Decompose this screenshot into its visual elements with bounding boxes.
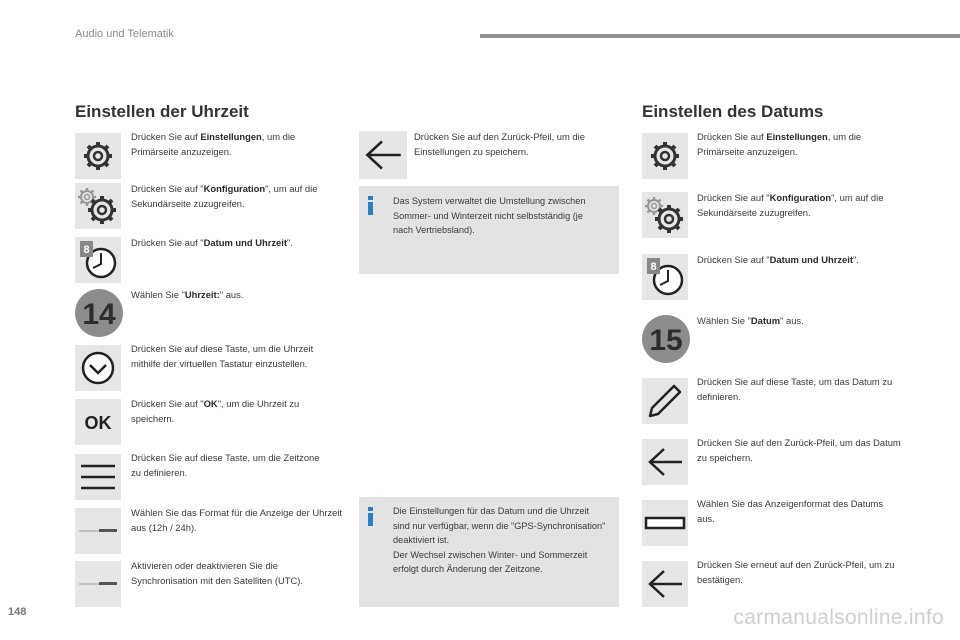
clock-icon	[75, 237, 121, 283]
list-icon	[75, 454, 121, 500]
step-settings-text: Drücken Sie auf Einstellungen, um die Primärseite anzuzeigen.	[131, 131, 296, 157]
back-arrow-confirm-button[interactable]	[642, 561, 688, 607]
ok-icon	[75, 399, 121, 445]
double-gear-icon	[642, 192, 688, 238]
toggle-icon	[75, 508, 121, 554]
clock-badge-number: 8	[650, 261, 657, 273]
clock-icon	[642, 254, 688, 300]
header-title: Audio und Telematik	[75, 28, 174, 40]
date-format-button[interactable]	[642, 500, 688, 546]
step-keyboard-text: Drücken Sie auf diese Taste, um die Uhrzeit mithilfe der virtuellen Tastatur einzustellen.	[131, 343, 314, 369]
date-step-date-time-text: Drücken Sie auf "Datum und Uhrzeit".	[697, 254, 859, 265]
step-time-format-text: Wählen Sie das Format für die Anzeige der Uhrzeit aus (12h / 24h).	[131, 507, 343, 533]
step-time-select-text: Wählen Sie "Uhrzeit:" aus.	[131, 289, 244, 300]
info-timezone-line: Der Wechsel zwischen Winter- und Sommerzeit erfolgt durch Änderung der Zeitzone.	[393, 549, 588, 574]
back-arrow-icon	[359, 131, 407, 179]
header-bar	[480, 34, 960, 38]
gear-icon	[642, 133, 688, 179]
date-step-settings-text: Drücken Sie auf Einstellungen, um die Primärseite anzuzeigen.	[697, 131, 862, 157]
page-number: 148	[8, 606, 27, 618]
chevron-circle-icon	[75, 345, 121, 391]
double-gear-icon	[75, 183, 121, 229]
info-icon	[367, 196, 375, 216]
rectangle-icon	[642, 500, 688, 546]
settings-button[interactable]	[75, 133, 121, 179]
pencil-icon	[642, 378, 688, 424]
date-step-configuration-text: Drücken Sie auf "Konfiguration", um auf die Sekundärseite zuzugreifen.	[697, 192, 884, 218]
configuration-button[interactable]	[642, 192, 688, 238]
time-format-toggle[interactable]	[75, 508, 121, 554]
section-title-time: Einstellen der Uhrzeit	[75, 102, 249, 121]
settings-button[interactable]	[642, 133, 688, 179]
toggle-icon	[75, 561, 121, 607]
satellite-sync-toggle[interactable]	[75, 561, 121, 607]
step-14-number: 14	[82, 298, 116, 331]
back-arrow-button[interactable]	[642, 439, 688, 485]
gear-icon	[75, 133, 121, 179]
date-time-button[interactable]	[642, 254, 688, 300]
info-icon	[367, 507, 375, 527]
step-satellite-sync-text: Aktivieren oder deaktivieren Sie die Synchronisation mit den Satelliten (UTC).	[131, 560, 303, 586]
watermark: carmanualsonline.info	[733, 606, 944, 629]
info-summer-time-text: Das System verwaltet die Umstellung zwischen Sommer- und Winterzeit nicht selbstständig (je nach Vertriebsland).	[393, 196, 586, 235]
ok-button[interactable]	[75, 399, 121, 445]
ok-label: OK	[84, 413, 112, 433]
define-date-button[interactable]	[642, 378, 688, 424]
date-time-button[interactable]	[75, 237, 121, 283]
info-box-gps-sync	[359, 497, 619, 607]
clock-badge-number: 8	[83, 244, 90, 256]
date-step-format-text: Wählen Sie das Anzeigenformat des Datums aus.	[697, 498, 884, 524]
back-arrow-icon	[642, 439, 688, 485]
step-timezone-text: Drücken Sie auf diese Taste, um die Zeitzone zu definieren.	[131, 452, 320, 478]
virtual-keyboard-button[interactable]	[75, 345, 121, 391]
info-gps-sync-text	[393, 504, 608, 577]
info-box-summer-time	[359, 186, 619, 274]
date-step-confirm-text: Drücken Sie erneut auf den Zurück-Pfeil, um zu bestätigen.	[697, 559, 895, 585]
step-15-number: 15	[649, 324, 683, 357]
date-step-select-text: Wählen Sie "Datum" aus.	[697, 315, 804, 326]
back-arrow-icon	[642, 561, 688, 607]
date-step-define-text: Drücken Sie auf diese Taste, um das Datum zu definieren.	[697, 376, 893, 402]
back-save-text: Drücken Sie auf den Zurück-Pfeil, um die Einstellungen zu speichern.	[414, 131, 585, 157]
section-title-date: Einstellen des Datums	[642, 102, 824, 121]
timezone-button[interactable]	[75, 454, 121, 500]
date-step-save-text: Drücken Sie auf den Zurück-Pfeil, um das Datum zu speichern.	[697, 437, 901, 463]
step-configuration-text: Drücken Sie auf "Konfiguration", um auf die Sekundärseite zuzugreifen.	[131, 183, 318, 209]
step-ok-text: Drücken Sie auf "OK", um die Uhrzeit zu speichern.	[131, 398, 300, 424]
step-date-time-text: Drücken Sie auf "Datum und Uhrzeit".	[131, 237, 293, 248]
info-gps-line: Die Einstellungen für das Datum und die Uhrzeit sind nur verfügbar, wenn die "GPS-Synchronisation" deaktiviert ist.	[393, 506, 606, 545]
step-15-icon	[641, 314, 691, 364]
back-arrow-button[interactable]	[359, 131, 407, 179]
step-14-icon	[74, 288, 124, 338]
configuration-button[interactable]	[75, 183, 121, 229]
